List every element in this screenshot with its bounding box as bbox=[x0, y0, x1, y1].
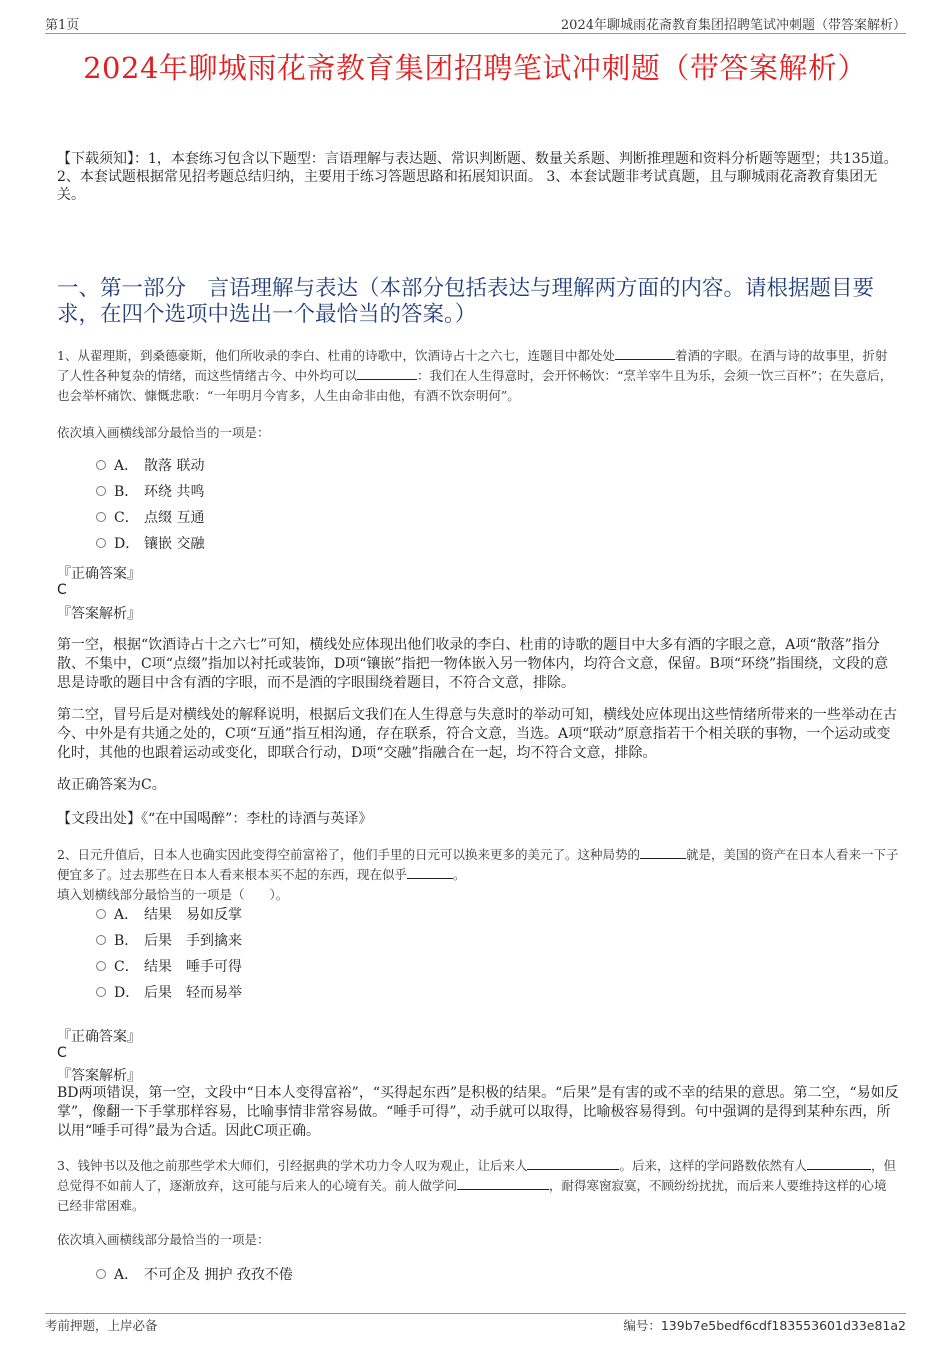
blank-line bbox=[640, 845, 686, 859]
question-1-source: 【文段出处】《“在中国喝醉”：李杜的诗酒与英译》 bbox=[57, 811, 373, 827]
question-1-option-c[interactable]: C． 点缀 互通 bbox=[96, 508, 204, 528]
header-divider bbox=[45, 33, 906, 34]
blank-line bbox=[615, 346, 675, 360]
radio-icon[interactable] bbox=[96, 1269, 106, 1279]
question-2-option-a[interactable]: A． 结果 易如反掌 bbox=[96, 905, 242, 925]
footer-divider bbox=[45, 1313, 906, 1314]
question-1-option-a[interactable]: A． 散落 联动 bbox=[96, 456, 204, 476]
question-2-answer: C bbox=[57, 1045, 67, 1061]
correct-answer-label: 『正确答案』 bbox=[57, 566, 141, 582]
analysis-label: 『答案解析』 bbox=[57, 606, 141, 622]
radio-icon[interactable] bbox=[96, 961, 106, 971]
question-1-instruction: 依次填入画横线部分最恰当的一项是： bbox=[57, 425, 270, 440]
question-2-option-b[interactable]: B． 后果 手到擒来 bbox=[96, 931, 242, 951]
radio-icon[interactable] bbox=[96, 987, 106, 997]
document-title: 2024年聊城雨花斋教育集团招聘笔试冲刺题（带答案解析） bbox=[83, 51, 867, 85]
question-3-instruction: 依次填入画横线部分最恰当的一项是： bbox=[57, 1232, 270, 1247]
radio-icon[interactable] bbox=[96, 935, 106, 945]
running-title: 2024年聊城雨花斋教育集团招聘笔试冲刺题（带答案解析） bbox=[560, 18, 906, 33]
question-3-option-a[interactable]: A． 不可企及 拥护 孜孜不倦 bbox=[96, 1265, 293, 1285]
question-1-analysis-1: 第一空，根据“饮酒诗占十之六七”可知，横线处应体现出他们收录的李白、杜甫的诗歌的题目中大多有酒的字眼之意，A项“散落”指分散、不集中，C项“点缀”指加以衬托或装饰，D项“镶嵌”指把一物体嵌入另一物体内，均符合文意，保留。B项“环绕”指围绕，文段的意思是诗歌的题目中含有酒的字眼，而不是酒的字眼围绕着题目，不符合文意，排除。 bbox=[57, 637, 889, 691]
radio-icon[interactable] bbox=[96, 538, 106, 548]
question-2-option-d[interactable]: D． 后果 轻而易举 bbox=[96, 983, 242, 1003]
analysis-label: 『答案解析』 bbox=[57, 1068, 141, 1084]
download-notice: 【下载须知】：1，本套练习包含以下题型：言语理解与表达题、常识判断题、数量关系题、判断推理题和资料分析题等题型；共135道。 2、本套试题根据常见招考题总结归纳，主要用于练习答题思路和拓展知识面。 3、本套试题非考试真题，且与聊城雨花斋教育集团无关。 bbox=[57, 151, 898, 203]
question-1-analysis-2: 第二空，冒号后是对横线处的解释说明，根据后文我们在人生得意与失意时的举动可知，横线处应体现出这些情绪所带来的一些举动在古今、中外是有共通之处的，C项“互通”指互相沟通，存在联系，符合文意，当选。A项“联动”原意指若干个相关联的事物，一个运动或变化时，其他的也跟着运动或变化，即联合行动，D项“交融”指融合在一起，均不符合文意，排除。 bbox=[57, 707, 897, 761]
question-1-answer: C bbox=[57, 582, 67, 598]
question-2-option-c[interactable]: C． 结果 唾手可得 bbox=[96, 957, 242, 977]
question-2-instruction: 填入划横线部分最恰当的一项是（ ）。 bbox=[57, 887, 289, 902]
radio-icon[interactable] bbox=[96, 909, 106, 919]
question-1-conclusion: 故正确答案为C。 bbox=[57, 777, 166, 793]
page-number: 第1页 bbox=[45, 18, 80, 33]
question-2-analysis: BD两项错误，第一空，文段中“日本人变得富裕”，“买得起东西”是积极的结果。“后果”是有害的或不幸的结果的意思。第二空，“易如反掌”，像翻一下手掌那样容易，比喻事情非常容易做。“唾手可得”，动手就可以取得，比喻极容易得到。句中强调的是得到某种东西，所以用“唾手可得”最为合适。因此C项正确。 bbox=[57, 1085, 899, 1139]
blank-line bbox=[527, 1156, 619, 1170]
question-3-stem: 3、钱钟书以及他之前那些学术大师们，引经据典的学术功力令人叹为观止，让后来人 。后来，这样的学问路数依然有人 ，但总觉得不如前人了，逐渐放弃，这可能与后来人的心境有关。前人做学问 ，耐得寒窗寂寞，不顾纷纷扰扰，而后来人要维持这样的心境已经非常困难。 bbox=[57, 1158, 896, 1213]
question-2-stem: 2、日元升值后，日本人也确实因此变得空前富裕了，他们手里的日元可以换来更多的美元了。这种局势的 就是，美国的资产在日本人看来一下子便宜多了。过去那些在日本人看来根本买不起的东西，现在似乎 。 bbox=[57, 847, 899, 882]
question-1-option-d[interactable]: D． 镶嵌 交融 bbox=[96, 534, 204, 554]
blank-line bbox=[457, 1176, 549, 1190]
section-heading: 一、第一部分 言语理解与表达（本部分包括表达与理解两方面的内容。请根据题目要求，在四个选项中选出一个最恰当的答案。） bbox=[57, 276, 875, 327]
question-1-option-b[interactable]: B． 环绕 共鸣 bbox=[96, 482, 204, 502]
blank-line bbox=[807, 1156, 871, 1170]
radio-icon[interactable] bbox=[96, 460, 106, 470]
radio-icon[interactable] bbox=[96, 486, 106, 496]
radio-icon[interactable] bbox=[96, 512, 106, 522]
blank-line bbox=[357, 366, 417, 380]
footer-slogan: 考前押题，上岸必备 bbox=[45, 1318, 158, 1333]
correct-answer-label: 『正确答案』 bbox=[57, 1029, 141, 1045]
blank-line bbox=[407, 865, 453, 879]
document-code: 编号：139b7e5bedf6cdf183553601d33e81a2 bbox=[623, 1318, 906, 1333]
question-1-stem: 1、从翟理斯，到桑德豪斯，他们所收录的李白、杜甫的诗歌中，饮酒诗占十之六七，连题目中都处处 着酒的字眼。在酒与诗的故事里，折射了人性各种复杂的情绪，而这些情绪古今、中外均可以 ：我们在人生得意时，会开怀畅饮：“烹羊宰牛且为乐，会须一饮三百杯”；在失意后，也会举杯痛饮、慷慨悲歌：“一年明月今宵多，人生由命非由他，有酒不饮奈明何”。 bbox=[57, 348, 893, 403]
